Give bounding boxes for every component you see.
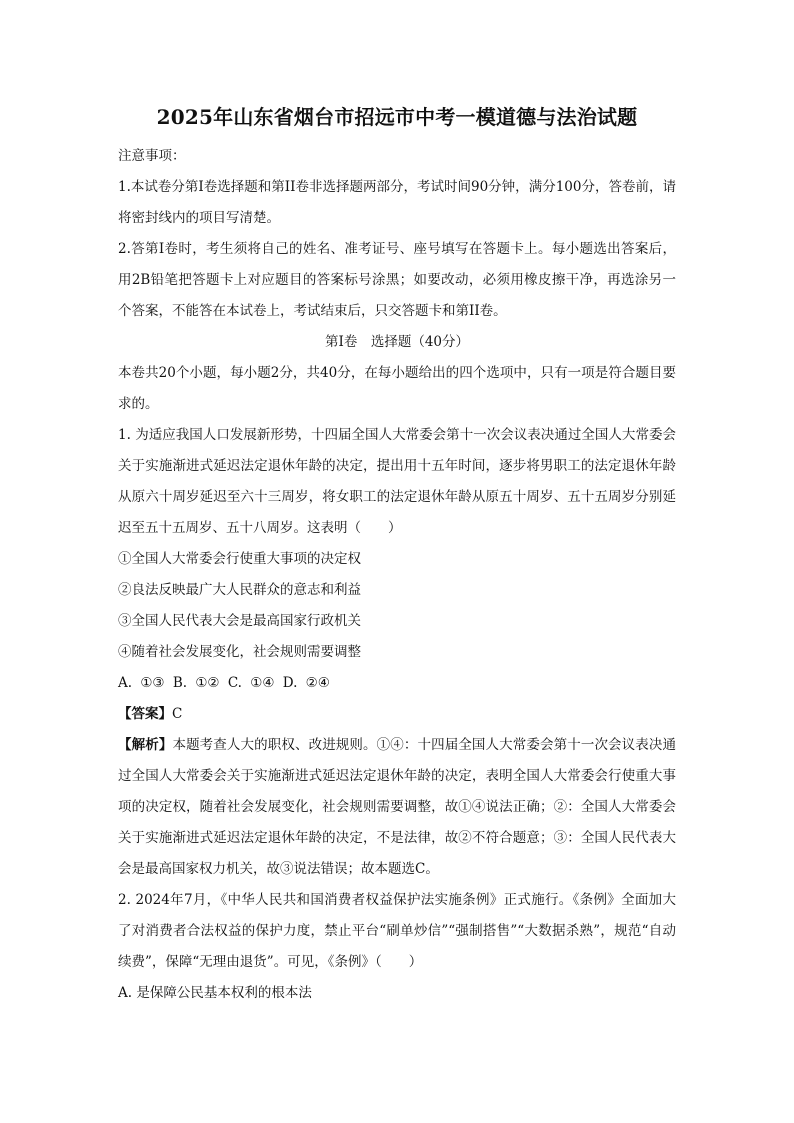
question-1-statement: ③全国人民代表大会是最高国家行政机关 bbox=[118, 613, 361, 629]
question-1-analysis bbox=[118, 730, 676, 885]
question-1-answer bbox=[118, 699, 676, 730]
answer-label: 【答案】 bbox=[118, 706, 172, 722]
answer-value: C bbox=[172, 706, 183, 722]
question-1-options: A. ①③ B. ①② C. ①④ D. ②④ bbox=[118, 675, 330, 691]
question-2-option-a: A. 是保障公民基本权利的根本法 bbox=[118, 985, 312, 1001]
question-2-stem: 2. 2024年7月，《中华人民共和国消费者权益保护法实施条例》正式施行。《条例》全面加大了对消费者合法权益的保护力度，禁止平台“刷单炒信”“强制搭售”“大数据杀熟”，规范“自动续费”，保障“无理由退货”。可见，《条例》（ ） bbox=[118, 892, 676, 970]
question-1-statement: ②良法反映最广大人民群众的意志和利益 bbox=[118, 582, 361, 598]
document-title: 2025年山东省烟台市招远市中考一模道德与法治试题 bbox=[156, 105, 638, 129]
notice-item-1: 1.本试卷分第I卷选择题和第II卷非选择题两部分，考试时间90分钟，满分100分，答卷前，请将密封线内的项目写清楚。 bbox=[118, 179, 676, 226]
analysis-label: 【解析】 bbox=[118, 737, 173, 753]
question-1-stem: 1. 为适应我国人口发展新形势，十四届全国人大常委会第十一次会议表决通过全国人大常委会关于实施渐进式延迟法定退休年龄的决定，提出用十五年时间，逐步将男职工的法定退休年龄从原六十周岁延迟至六十三周岁，将女职工的法定退休年龄从原五十周岁、五十五周岁分别延迟至五十五周岁、五十八周岁。这表明（ ） bbox=[118, 427, 676, 536]
notice-heading: 注意事项： bbox=[118, 148, 186, 164]
question-1-statement: ④随着社会发展变化，社会规则需要调整 bbox=[118, 644, 361, 660]
notice-item-2: 2.答第I卷时，考生须将自己的姓名、准考证号、座号填写在答题卡上。每小题选出答案后，用2B铅笔把答题卡上对应题目的答案标号涂黑；如要改动，必须用橡皮擦干净，再选涂另一个答案，不能答在本试卷上，考试结束后，只交答题卡和第II卷。 bbox=[118, 241, 676, 319]
analysis-text: 本题考查人大的职权、改进规则。①④：十四届全国人大常委会第十一次会议表决通过全国人大常委会关于实施渐进式延迟法定退休年龄的决定，表明全国人大常委会行使重大事项的决定权，随着社会发展变化，社会规则需要调整，故①④说法正确；②：全国人大常委会关于实施渐进式延迟法定退休年龄的决定，不是法律，故②不符合题意；③：全国人民代表大会是最高国家权力机关，故③说法错误；故本题选C。 bbox=[118, 737, 677, 877]
question-1-statement: ①全国人大常委会行使重大事项的决定权 bbox=[118, 551, 361, 567]
section-title: 第I卷 选择题（40分） bbox=[324, 334, 469, 350]
section-intro: 本卷共20个小题，每小题2分，共40分，在每小题给出的四个选项中，只有一项是符合题目要求的。 bbox=[118, 365, 676, 412]
